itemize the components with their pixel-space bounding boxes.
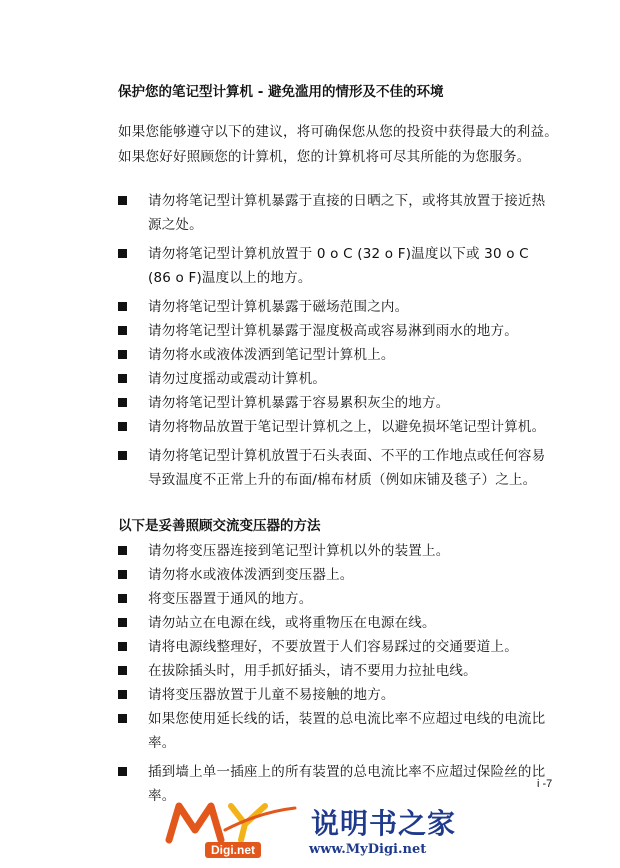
list-item	[0, 319, 554, 343]
list-item-text: 如果您使用延长线的话，装置的总电流比率不应超过电线的电流比率。	[148, 711, 546, 751]
site-logo	[165, 800, 465, 866]
my-logo-icon	[165, 800, 305, 846]
list-item-text: 请将电源线整理好，不要放置于人们容易踩过的交通要道上。	[148, 639, 518, 655]
list-item-text: 插到墙上单一插座上的所有装置的总电流比率不应超过保险丝的比率。	[148, 764, 546, 804]
list-item-text: 请勿将变压器连接到笔记型计算机以外的装置上。	[148, 543, 450, 559]
list-item-text: 在拔除插头时，用手抓好插头，请不要用力拉扯电线。	[148, 663, 477, 679]
list-item	[0, 587, 554, 611]
list-item-text: 请勿将笔记型计算机暴露于磁场范围之内。	[148, 299, 409, 315]
square-bullet-icon	[118, 546, 127, 555]
list-item	[0, 659, 554, 683]
list-item	[0, 563, 554, 587]
list-item	[0, 707, 554, 755]
square-bullet-icon	[118, 570, 127, 579]
square-bullet-icon	[118, 767, 127, 776]
list-item-text: 请勿将物品放置于笔记型计算机之上，以避免损坏笔记型计算机。	[148, 419, 546, 435]
list-item	[0, 189, 554, 237]
list-item	[0, 444, 554, 492]
logo-url: www.MyDigi.net	[309, 842, 427, 857]
square-bullet-icon	[118, 249, 127, 258]
list-item	[0, 415, 554, 439]
square-bullet-icon	[118, 350, 127, 359]
list-item	[0, 242, 554, 290]
list-item-text: 请勿将笔记型计算机暴露于容易累积灰尘的地方。	[148, 395, 450, 411]
care-list	[0, 189, 620, 492]
logo-digi-badge: Digi.net	[205, 842, 261, 858]
list-item	[0, 683, 554, 707]
list-item	[0, 343, 554, 367]
list-item	[0, 295, 554, 319]
square-bullet-icon	[118, 451, 127, 460]
square-bullet-icon	[118, 422, 127, 431]
list-item	[0, 611, 554, 635]
list-item	[0, 367, 554, 391]
adapter-care-list	[0, 539, 620, 808]
list-item	[0, 391, 554, 415]
square-bullet-icon	[118, 594, 127, 603]
square-bullet-icon	[118, 302, 127, 311]
section-title-adapter: 以下是妥善照顾交流变压器的方法	[118, 518, 321, 534]
list-item-text: 请勿站立在电源在线，或将重物压在电源在线。	[148, 615, 436, 631]
list-item-text: 请勿将笔记型计算机放置于石头表面、不平的工作地点或任何容易导致温度不正常上升的布面/棉布材质（例如床铺及毯子）之上。	[148, 448, 546, 488]
logo-title: 说明书之家	[311, 807, 457, 840]
square-bullet-icon	[118, 666, 127, 675]
square-bullet-icon	[118, 642, 127, 651]
square-bullet-icon	[118, 398, 127, 407]
square-bullet-icon	[118, 690, 127, 699]
list-item-text: 将变压器置于通风的地方。	[148, 591, 313, 607]
list-item	[0, 539, 554, 563]
list-item-text: 请将变压器放置于儿童不易接触的地方。	[148, 687, 395, 703]
square-bullet-icon	[118, 618, 127, 627]
section-title-protect: 保护您的笔记型计算机 - 避免滥用的情形及不佳的环境	[118, 84, 444, 100]
square-bullet-icon	[118, 374, 127, 383]
list-item-text: 请勿将水或液体泼洒到变压器上。	[148, 567, 354, 583]
list-item-text: 请勿将笔记型计算机放置于 0 o C (32 o F)温度以下或 30 o C (86 o F)温度以上的地方。	[148, 246, 529, 286]
list-item-text: 请勿将笔记型计算机暴露于湿度极高或容易淋到雨水的地方。	[148, 323, 518, 339]
square-bullet-icon	[118, 196, 127, 205]
list-item-text: 请勿将水或液体泼洒到笔记型计算机上。	[148, 347, 395, 363]
square-bullet-icon	[118, 326, 127, 335]
list-item-text: 请勿过度摇动或震动计算机。	[148, 371, 327, 387]
list-item	[0, 635, 554, 659]
list-item-text: 请勿将笔记型计算机暴露于直接的日晒之下，或将其放置于接近热源之处。	[148, 193, 546, 233]
square-bullet-icon	[118, 714, 127, 723]
page-number: i -7	[537, 778, 553, 790]
intro-paragraph: 如果您能够遵守以下的建议，将可确保您从您的投资中获得最大的利益。如果您好好照顾您的计算机，您的计算机将可尽其所能的为您服务。	[118, 124, 558, 165]
